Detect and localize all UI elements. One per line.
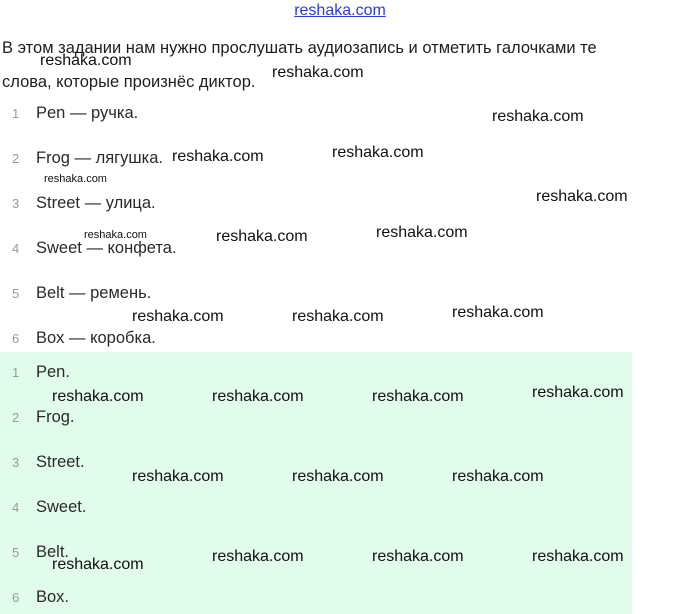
watermark: reshaka.com [536, 188, 628, 205]
list-item [0, 586, 69, 608]
watermark: reshaka.com [332, 144, 424, 161]
item-number: 2 [12, 409, 20, 425]
watermark: reshaka.com [216, 228, 308, 245]
watermark: reshaka.com [492, 108, 584, 125]
item-number: 6 [12, 330, 20, 346]
watermark: reshaka.com [372, 548, 464, 565]
site-header-link[interactable]: reshaka.com [294, 2, 386, 19]
item-number: 1 [12, 105, 20, 121]
watermark: reshaka.com [52, 388, 144, 405]
watermark: reshaka.com [452, 468, 544, 485]
list-item [0, 496, 86, 518]
item-text: Frog — лягушка. [36, 148, 164, 167]
item-text: Street — улица. [36, 193, 156, 212]
intro-line-1: В этом задании нам нужно прослушать аудиозапись и отметить галочками те [2, 39, 597, 57]
watermark: reshaka.com [292, 468, 384, 485]
list-item [0, 147, 163, 169]
watermark: reshaka.com [372, 388, 464, 405]
item-number: 5 [12, 285, 20, 301]
watermark: reshaka.com [132, 468, 224, 485]
watermark: reshaka.com [376, 224, 468, 241]
list-item [0, 451, 85, 473]
list-item [0, 192, 156, 214]
item-number: 5 [12, 544, 20, 560]
watermark: reshaka.com [532, 384, 624, 401]
watermark: reshaka.com [452, 304, 544, 321]
item-text: Sweet. [36, 497, 87, 516]
item-text: Frog. [36, 407, 75, 426]
item-text: Belt. [36, 542, 70, 561]
list-item [0, 102, 138, 124]
watermark: reshaka.com [292, 308, 384, 325]
item-text: Pen — ручка. [36, 103, 139, 122]
watermark: reshaka.com [40, 52, 132, 69]
watermark: reshaka.com [132, 308, 224, 325]
list-item [0, 282, 151, 304]
item-number: 3 [12, 195, 20, 211]
item-number: 4 [12, 499, 20, 515]
watermark: reshaka.com [532, 548, 624, 565]
item-text: Sweet — конфета. [36, 238, 177, 257]
watermark: reshaka.com [172, 148, 264, 165]
item-number: 2 [12, 150, 20, 166]
item-number: 6 [12, 589, 20, 605]
item-text: Belt — ремень. [36, 283, 152, 302]
item-number: 1 [12, 364, 20, 380]
intro-line-2: слова, которые произнёс диктор. [2, 73, 256, 91]
watermark: reshaka.com [44, 173, 107, 185]
watermark: reshaka.com [212, 548, 304, 565]
item-text: Pen. [36, 362, 70, 381]
item-text: Box — коробка. [36, 328, 156, 347]
watermark: reshaka.com [84, 229, 147, 241]
list-item [0, 361, 70, 383]
list-item [0, 406, 75, 428]
watermark: reshaka.com [212, 388, 304, 405]
list-item [0, 327, 156, 349]
item-number: 4 [12, 240, 20, 256]
watermark: reshaka.com [52, 556, 144, 573]
item-text: Street. [36, 452, 85, 471]
watermark: reshaka.com [272, 64, 364, 81]
item-text: Box. [36, 587, 70, 606]
item-number: 3 [12, 454, 20, 470]
